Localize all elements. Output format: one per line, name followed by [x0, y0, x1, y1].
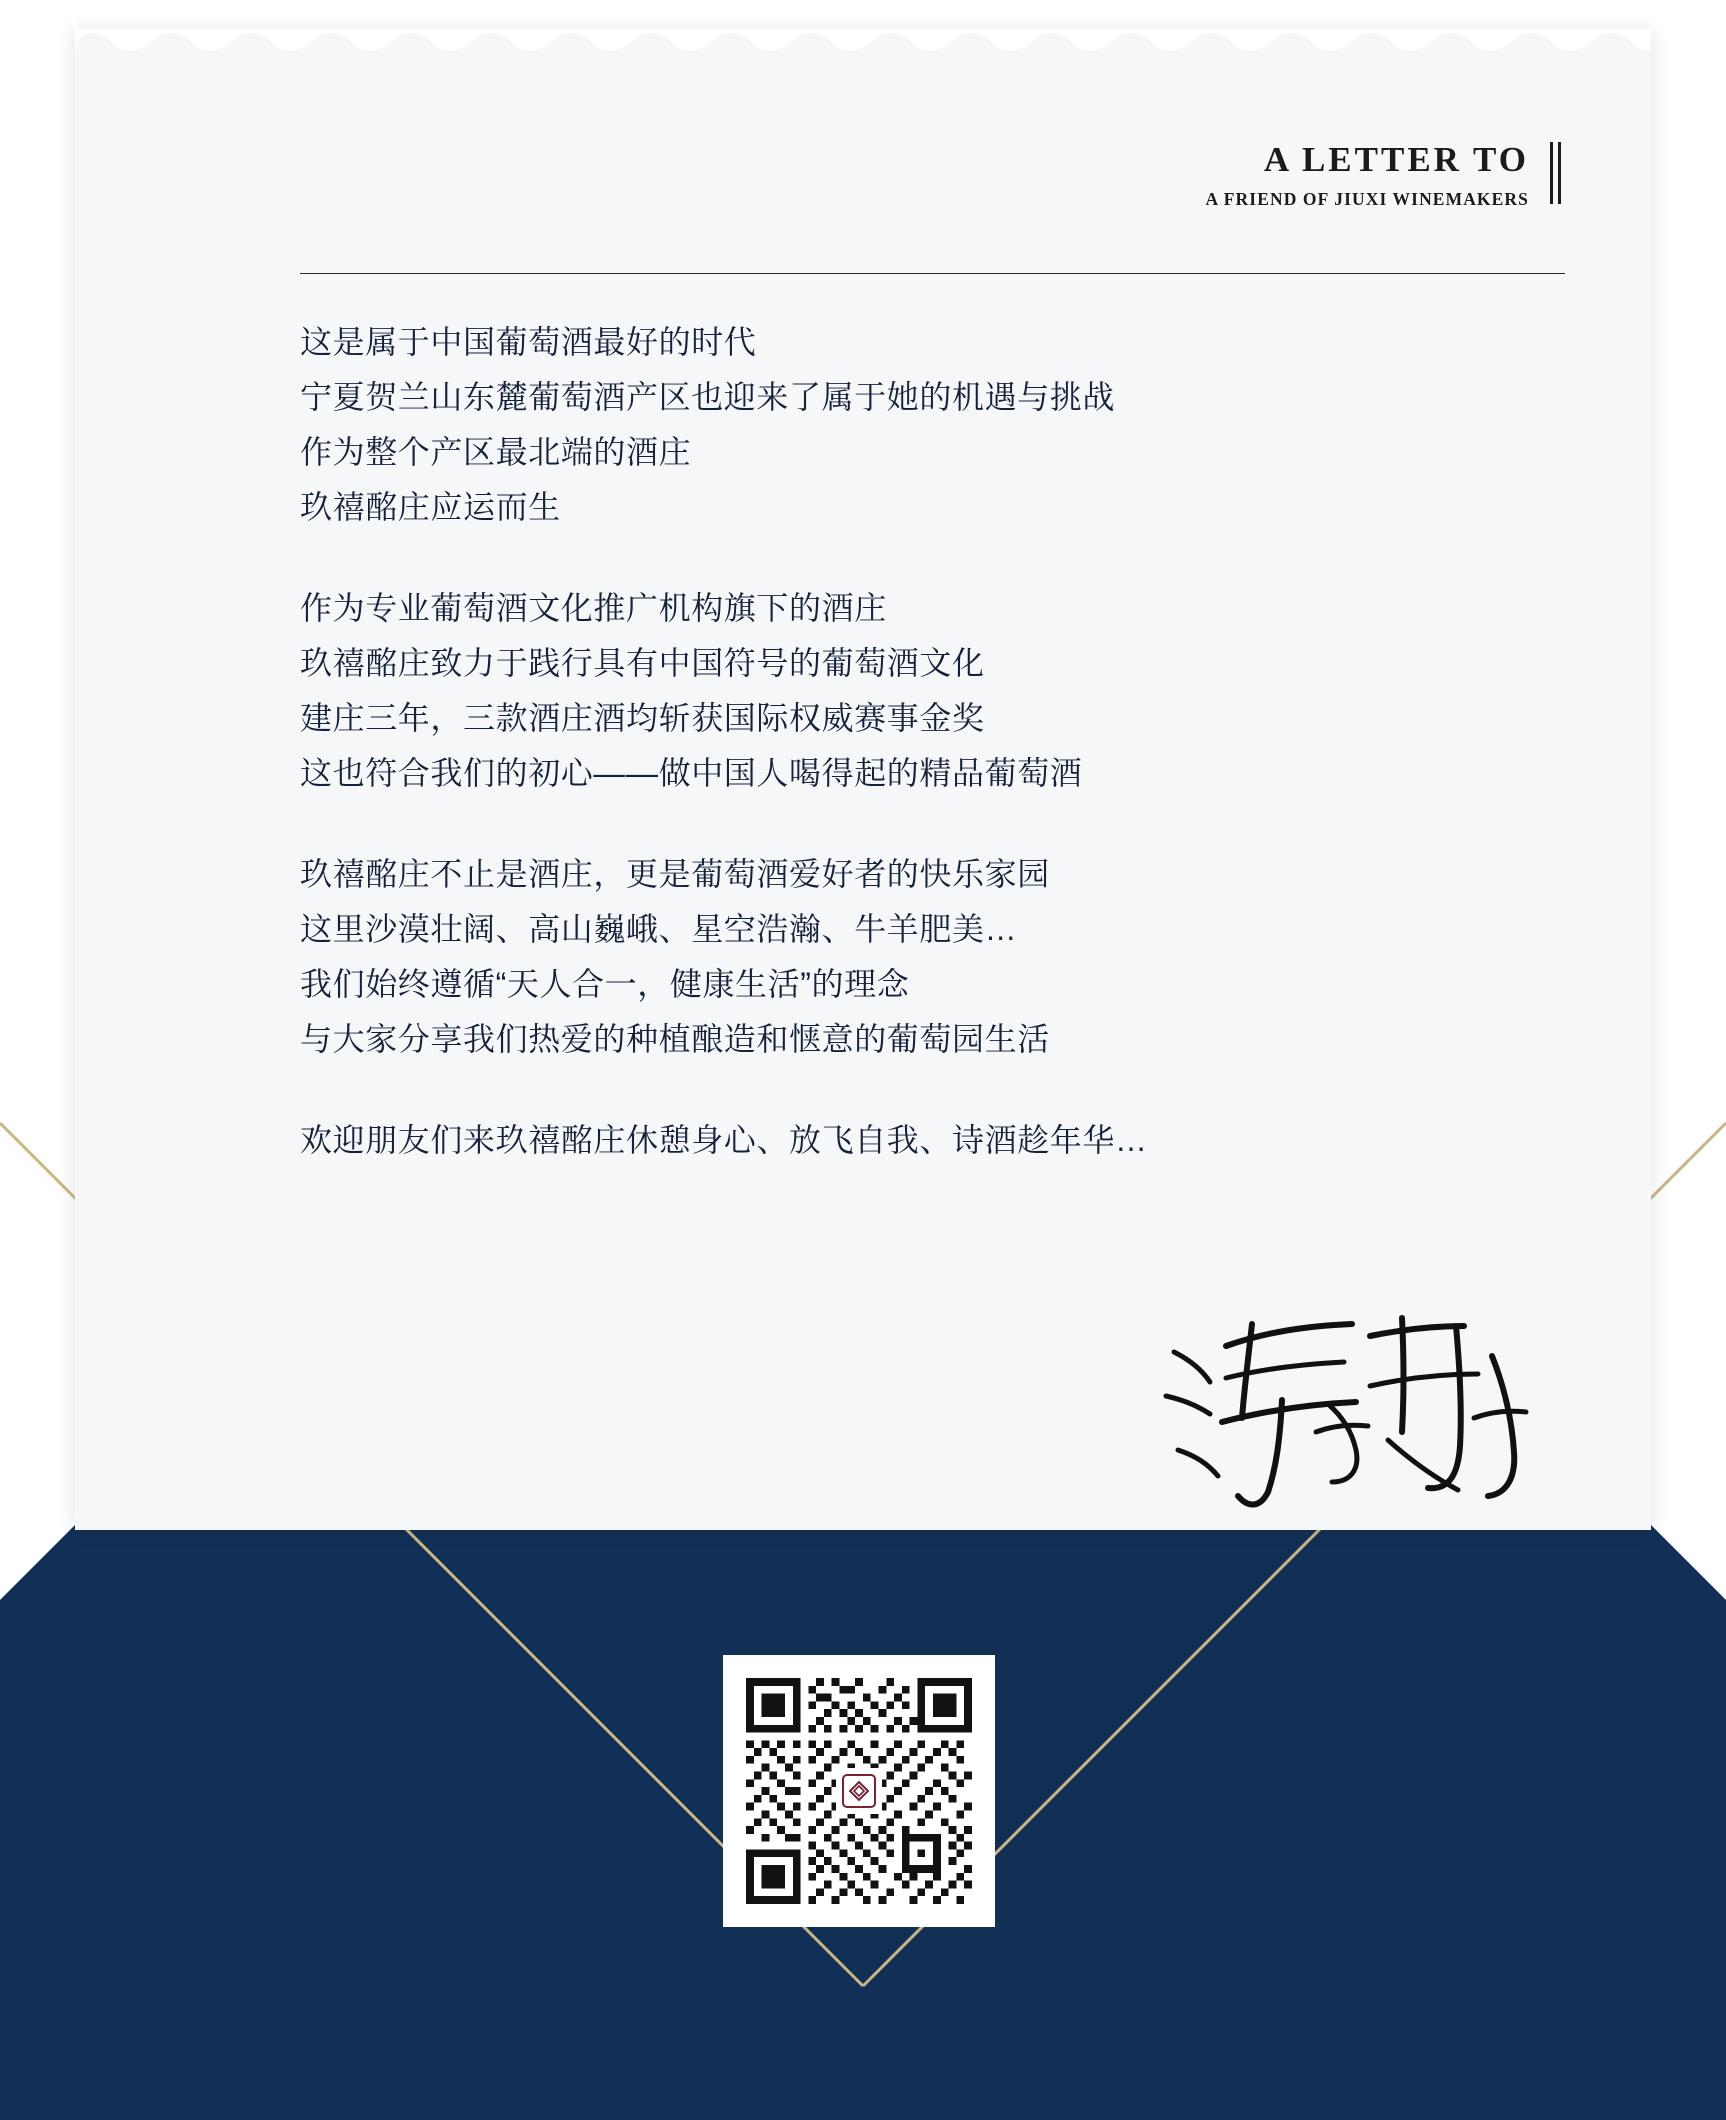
double-bar-icon	[1545, 140, 1561, 204]
body-line: 这里沙漠壮阔、高山巍峨、星空浩瀚、牛羊肥美…	[300, 911, 1018, 948]
body-line: 作为专业葡萄酒文化推广机构旗下的酒庄	[300, 590, 887, 627]
body-line: 这是属于中国葡萄酒最好的时代	[300, 324, 757, 360]
body-line: 玖禧酩庄不止是酒庄，更是葡萄酒爱好者的快乐家园	[300, 856, 1050, 893]
paragraph	[300, 1113, 1590, 1168]
body-line: 建庄三年，三款酒庄酒均斩获国际权威赛事金奖	[300, 700, 985, 737]
body-line: 玖禧酩庄致力于践行具有中国符号的葡萄酒文化	[300, 645, 985, 682]
body-line: 欢迎朋友们来玖禧酩庄休憩身心、放飞自我、诗酒趁年华…	[300, 1122, 1148, 1159]
qr-code[interactable]	[723, 1655, 995, 1927]
body-line: 这也符合我们的初心——做中国人喝得起的精品葡萄酒	[300, 755, 1083, 792]
body-line: 与大家分享我们热爱的种植酿造和惬意的葡萄园生活	[300, 1021, 1050, 1058]
letter-body	[300, 315, 1590, 1168]
handwritten-signature	[1156, 1300, 1556, 1520]
scalloped-edge	[75, 29, 1651, 51]
page-title: A LETTER TO	[1263, 140, 1529, 179]
letter-header	[861, 140, 1561, 210]
paragraph	[300, 315, 1590, 535]
body-line: 玖禧酩庄应运而生	[300, 489, 561, 526]
paragraph	[300, 581, 1590, 801]
paragraph	[300, 847, 1590, 1067]
header-divider	[300, 273, 1565, 274]
body-line: 宁夏贺兰山东麓葡萄酒产区也迎来了属于她的机遇与挑战	[300, 379, 1116, 416]
body-line: 我们始终遵循“天人合一，健康生活”的理念	[300, 966, 910, 1003]
page-subtitle: A FRIEND OF JIUXI WINEMAKERS	[1205, 189, 1529, 210]
body-line: 作为整个产区最北端的酒庄	[300, 434, 692, 471]
diamond-logo-icon	[836, 1768, 882, 1814]
